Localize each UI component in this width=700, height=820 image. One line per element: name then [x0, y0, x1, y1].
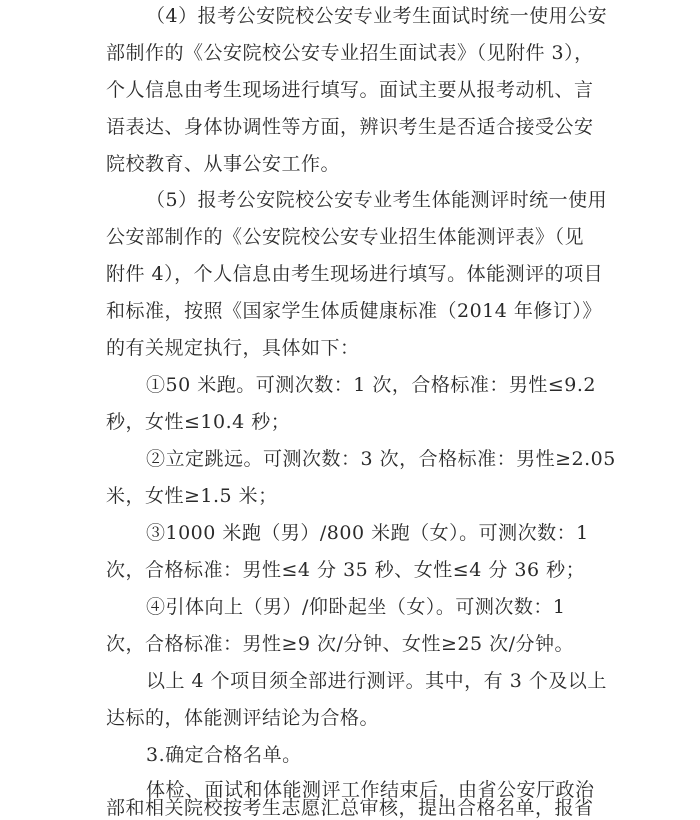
- text-line: 的有关规定执行，具体如下：: [106, 337, 360, 359]
- text-line: 个人信息由考生现场进行填写。面试主要从报考动机、言: [106, 79, 594, 101]
- text-line: 附件 4），个人信息由考生现场进行填写。体能测评的项目: [106, 263, 604, 285]
- text-line: ②立定跳远。可测次数：3 次，合格标准：男性≥2.05: [146, 448, 616, 470]
- text-line: 公安部制作的《公安院校公安专业招生体能测评表》（见: [106, 226, 585, 248]
- text-line: ③1000 米跑（男）/800 米跑（女）。可测次数：1: [146, 522, 589, 544]
- text-line: 秒，女性≤10.4 秒；: [106, 411, 291, 433]
- text-line: 院校教育、从事公安工作。: [106, 153, 341, 175]
- text-line: 语表达、身体协调性等方面，辨识考生是否适合接受公安: [106, 116, 594, 138]
- text-line: 次，合格标准：男性≤4 分 35 秒、女性≤4 分 36 秒；: [106, 559, 586, 581]
- text-line: ④引体向上（男）/仰卧起坐（女）。可测次数：1: [146, 596, 566, 618]
- section-heading: 3.确定合格名单。: [146, 744, 302, 766]
- text-line: 和标准，按照《国家学生体质健康标准（2014 年修订）》: [106, 300, 602, 322]
- text-line: 部和相关院校按考生志愿汇总审核，提出合格名单，报省: [106, 797, 594, 819]
- text-line: 体检、面试和体能测评工作结束后，由省公安厅政治: [146, 779, 595, 801]
- text-line: 米，女性≥1.5 米；: [106, 485, 278, 507]
- text-line: 次，合格标准：男性≥9 次/分钟、女性≥25 次/分钟。: [106, 633, 574, 655]
- text-line: ①50 米跑。可测次数：1 次，合格标准：男性≤9.2: [146, 374, 596, 396]
- text-line: 达标的，体能测评结论为合格。: [106, 707, 380, 729]
- text-line: 部制作的《公安院校公安专业招生面试表》（见附件 3），: [106, 42, 594, 64]
- text-line: （5）报考公安院校公安专业考生体能测评时统一使用: [146, 189, 608, 211]
- text-line: 以上 4 个项目须全部进行测评。其中，有 3 个及以上: [146, 670, 607, 692]
- text-line: （4）报考公安院校公安专业考生面试时统一使用公安: [146, 5, 608, 27]
